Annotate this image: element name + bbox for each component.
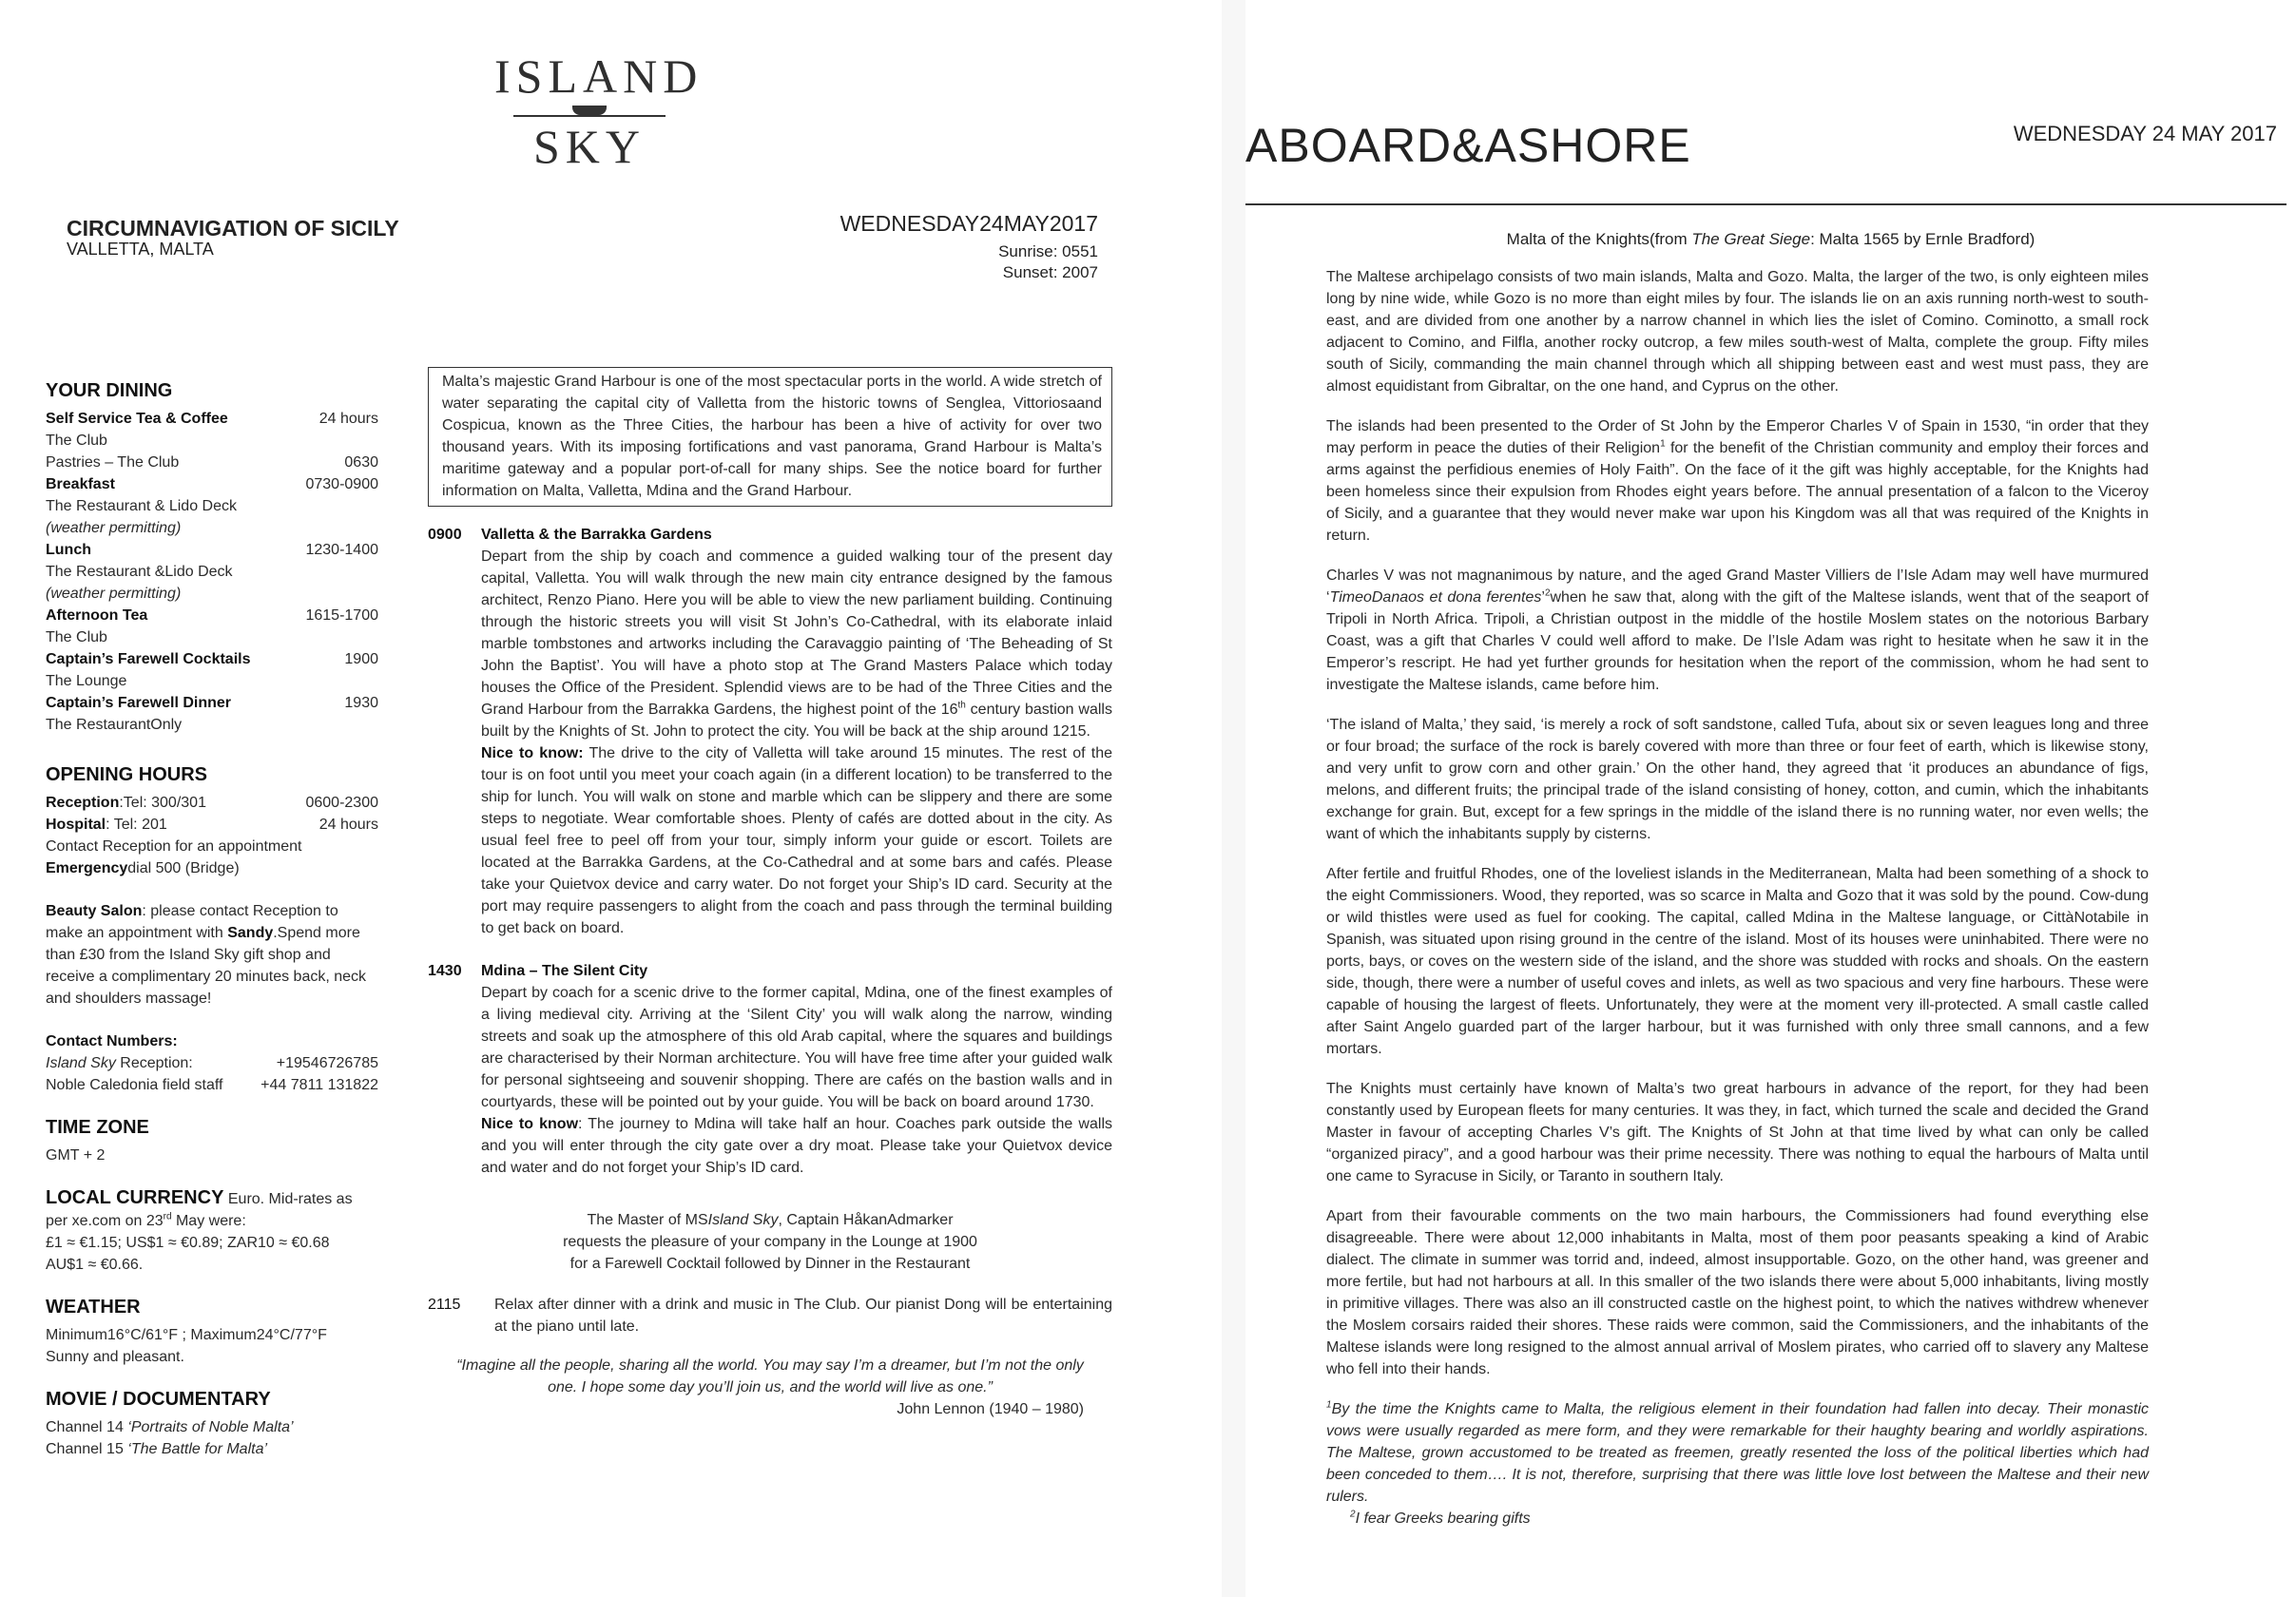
reception-hours: Reception:Tel: 300/301 0600-2300 bbox=[46, 795, 378, 811]
event-time: 2115 bbox=[428, 1297, 461, 1313]
contact-reception: Island Sky Reception: +19546726785 bbox=[46, 1055, 378, 1071]
article-body bbox=[1326, 266, 2149, 1548]
movie-channel-14: Channel 14 ‘Portraits of Noble Malta’ bbox=[46, 1419, 294, 1435]
article-paragraph: ‘The island of Malta,’ they said, ‘is merely a rock of soft sandstone, called Tufa, about six or seven leagues long and three or four broad; the surface of the rock is barely covered with more than three or four feet of earth, which is likewise stony, and very unfit to grow corn and other grain.’ On the other hand, they agreed that ‘it produces an abundance of figs, melons, and different fruits; the principal trade of the island consisting of honey, cotton, and cumin, which the inhabitants exchange for grain. But, except for a few springs in the middle of the island there is no running water, nor even wells; the want of which the inhabitants supply by cisterns. bbox=[1326, 717, 2149, 842]
itinerary-column bbox=[428, 367, 1112, 1420]
time-zone-heading: TIME ZONE bbox=[46, 1117, 149, 1138]
port-location: VALLETTA, MALTA bbox=[67, 240, 214, 259]
event-title: Mdina – The Silent City bbox=[481, 963, 648, 979]
dining-item: Afternoon Tea 1615-1700 bbox=[46, 607, 378, 624]
event-title: Valletta & the Barrakka Gardens bbox=[481, 527, 712, 543]
ship-icon bbox=[494, 100, 685, 125]
hospital-hours: Hospital: Tel: 201 24 hours bbox=[46, 817, 378, 833]
article-paragraph: The Maltese archipelago consists of two main islands, Malta and Gozo. Malta, the larger of the two, is only eighteen miles long by nine wide, while Gozo is no more than eight miles by four. The islands lie on an axis running north-west to south-east, and are divided from one another by a narrow channel in which lies the islet of Comino. Cominotto, a small rock adjacent to Comino, and Filfla, another rocky outcrop, a few miles south-west of Malta, complete the group. Fifty miles south of Sicily, commanding the main channel through which all shipping between east and west must pass, they are almost equidistant from Gibraltar, on the one hand, and Cyprus on the other. bbox=[1326, 269, 2149, 394]
event-description: Relax after dinner with a drink and music in The Club. Our pianist Dong will be entertaining at the piano until late. bbox=[494, 1297, 1112, 1335]
masthead: ABOARD&ASHORE bbox=[1245, 119, 1691, 172]
logo-line2: SKY bbox=[532, 120, 646, 173]
event-description: Depart by coach for a scenic drive to the former capital, Mdina, one of the finest examples of a living medieval city. Arriving at the ‘Silent City’ you will walk along the narrow, winding streets and soak up the atmosphere of this old Arab capital, where the squares and buildings are characterised by their Norman architecture. You will have free time after your guided walk for personal sightseeing and souvenir shopping. There are cafés on the bastion walls and in courtyards, these will be pointed out by your guide. You will be back on board around 1730. bbox=[481, 985, 1112, 1110]
currency-block: LOCAL CURRENCY Euro. Mid-rates as per xe.com on 23rd May were: bbox=[46, 1187, 353, 1229]
event-mdina bbox=[428, 960, 1112, 1179]
weather-summary: Sunny and pleasant. bbox=[46, 1349, 184, 1365]
event-description: Depart from the ship by coach and commence a guided walking tour of the present day capital, Valletta. You will walk through the new main city entrance designed by the famous architect, Renzo Piano. Here you will be able to view the new parliament building. Continuing through the historic streets you will visit St John’s Co-Cathedral, with its elaborate inlaid marble tombstones and artworks including the Caravaggio painting of ‘The Beheading of St John the Baptist’. You will have a photo stop at The Grand Masters Palace which today houses the Office of the President. Splendid views are to be had of the Three Cities and the Grand Harbour from the Barrakka Gardens, the highest point of the 16th century bastion walls built by the Knights of St. John to protect the city. You will be back at the ship around 1215. bbox=[481, 548, 1112, 740]
dining-item: Captain’s Farewell Dinner 1930 bbox=[46, 695, 378, 711]
dining-heading: YOUR DINING bbox=[46, 380, 173, 401]
dining-list: Self Service Tea & Coffee 24 hours The Club Pastries – The Club 0630 Breakfast 0730-0900 The Restaurant & Lido Deck (weather permitting) Lunch 1230-1400 The Restaurant &Lido Deck (weather permitting) Afternoon Tea 1615-1700 The Club Captain’s Farewell Cocktails 1900 The Lounge Captain’s Farewell Dinner 1930 The RestaurantOnly bbox=[46, 408, 378, 736]
captain-invitation: The Master of MSIsland Sky, Captain HåkanAdmarker requests the pleasure of your company in the Lounge at 1900 for a Farewell Cocktail followed by Dinner in the Restaurant bbox=[563, 1212, 977, 1272]
contact-noble: Noble Caledonia field staff +44 7811 131822 bbox=[46, 1077, 378, 1093]
footnote-2: $^2$I fear Greeks bearing gifts bbox=[1350, 1509, 1531, 1527]
logo-line1: ISLAND bbox=[494, 49, 704, 103]
article-paragraph: The Knights must certainly have known of Malta’s two great harbours in advance of the report, for they had been constantly used by European fleets for many centuries. It was they, in fact, which turned the scale and decided the Grand Master in favour of accepting Charles V’s gift. The Knights of St John at that time lived by what can only be called “organized piracy”, and a good harbour was their prime necessity. There was nothing to equal the harbours of Malta until one came to Syracuse in Sicily, or Taranto in southern Italy. bbox=[1326, 1081, 2149, 1184]
quote-author: John Lennon (1940 – 1980) bbox=[897, 1401, 1084, 1417]
event-nice-to-know: Nice to know: The drive to the city of Valletta will take around 15 minutes. The rest of the tour is on foot until you meet your coach again (in a different location) to be transferred to the ship for lunch. You will walk on stone and marble which can be slippery and there are some steps to negotiate. Wear comfortable shoes. Plenty of cafés are dotted about in the city. As usual feel free to peel off from your tour, simply inform your guide or escort. Toilets are located at the Barrakka Gardens, at the Co-Cathedral and at some bars and cafés. Please take your Quietvox device and carry water. Do not forget your Ship’s ID card. Security at the port may require passengers to alight from the coach and pass through the terminal building to get back on board. bbox=[481, 745, 1112, 936]
movie-heading: MOVIE / DOCUMENTARY bbox=[46, 1389, 271, 1410]
dining-item: Lunch 1230-1400 bbox=[46, 542, 378, 558]
article-paragraph: Apart from their favourable comments on the two main harbours, the Commissioners had found everything else disagreeable. There were about 12,000 inhabitants in Malta, most of them poor peasants speaking a kind of Arabic dialect. The climate in summer was torrid and, indeed, almost insupportable. Gozo, on the other hand, was greener and more fertile, but had not harbours at all. In this smaller of the two islands there were about 5,000 inhabitants, living mostly in primitive villages. There was also an ill constructed castle on the highest point, to which the natives withdrew whenever the Moslem corsairs raided their shores. These raids were common, said the Commissioners, and the inhabitants of the Maltese islands were long resigned to the almost annual arrival of Moslem pirates, who carried off to slavery any Maltese who fell into their hands. bbox=[1326, 1208, 2149, 1377]
weather-heading: WEATHER bbox=[46, 1297, 141, 1318]
article-title: Malta of the Knights(from The Great Siege: Malta 1565 by Ernle Bradford) bbox=[1506, 230, 2036, 248]
dining-item: Captain’s Farewell Cocktails 1900 bbox=[46, 651, 378, 667]
sun-times bbox=[998, 241, 1098, 283]
contact-numbers-heading: Contact Numbers: bbox=[46, 1033, 178, 1049]
event-evening bbox=[428, 1294, 1112, 1337]
article-paragraph: Charles V was not magnanimous by nature, and the aged Grand Master Villiers de l’Isle Adam may well have murmured ‘TimeoDanaos et dona ferentes’$^2$when he saw that, along with the gift of the Maltese islands, went that of the seaport of Tripoli in North Africa. Tripoli, a Christian outpost in the middle of the hostile Moslem states on the notorious Barbary Coast, was a gift that Charles V could well afford to make. De l’Isle Adam was right to hesitate when he saw it in the Emperor’s rescript. He had yet further grounds for hesitation when the report of the commission, whom he had sent to investigate the Maltese islands, came before him. bbox=[1326, 568, 2150, 693]
article-paragraph: After fertile and fruitful Rhodes, one of the loveliest islands in the Mediterranean, Malta had been something of a shock to the eight Commissioners. Wood, they reported, was so scarce in Malta and Gozo that it was sold by the pound. Cow-dung or wild thistles were used as fuel for cooking. The capital, called Mdina in the Maltese language, or CittàNotabile in Spanish, was situated upon rising ground in the centre of the island. Most of its houses were uninhabited. There were no ports, bays, or coves on the western side of the island, and the shore was studded with rocks and shoals. On the eastern side, though, there were a number of useful coves and inlets, as well as two spacious and very fine harbours. These were capable of housing the largest of fleets. Unfortunately, they were at the moment very ill-protected. A small castle called after Saint Angelo guarded part of the larger harbour, but it was furnished with only three small cannons, and a few mortars. bbox=[1326, 866, 2149, 1057]
event-valletta bbox=[428, 524, 1112, 939]
dining-item: Breakfast 0730-0900 bbox=[46, 476, 378, 492]
cruise-title: CIRCUMNAVIGATION OF SICILY bbox=[67, 216, 399, 241]
sunrise: Sunrise: 0551 bbox=[998, 242, 1098, 260]
masthead-rule bbox=[1245, 203, 2286, 205]
hospital-contact: Contact Reception for an appointment bbox=[46, 838, 302, 855]
emergency-line: Emergencydial 500 (Bridge) bbox=[46, 860, 240, 876]
currency-rates: £1 ≈ €1.15; US$1 ≈ €0.89; ZAR10 ≈ €0.68 bbox=[46, 1235, 330, 1251]
event-time: 0900 bbox=[428, 527, 462, 543]
article-paragraph: The islands had been presented to the Order of St John by the Emperor Charles V of Spain in 1530, “in order that they may perform in peace the duties of their Religion$^1$ for the benefit of the Christian community and employ their forces and arms against the perfidious enemies of Holy Faith”. On the face of it the gift was highly acceptable, for the Knights had been homeless since their expulsion from Rhodes eight years before. The annual presentation of a falcon to the Viceroy of Sicily, and a guarantee that they would never make war upon his Kingdom was all that was required of the Knights in return. bbox=[1326, 418, 2150, 544]
page-gutter bbox=[1222, 0, 1245, 1597]
event-time: 1430 bbox=[428, 963, 462, 979]
footnote-1: $^1$By the time the Knights came to Malta, the religious element in their foundation had fallen into decay. Their monastic vows were usually regarded as mere form, and they were remarkable for their haughty bearing and worldly aspirations. The Maltese, grown accustomed to be treated as freemen, greatly resented the loss of the political liberties which had been conceded to them…. It is not, therefore, surprising that there was little love lost between the Maltese and their new rulers. bbox=[1326, 1399, 2149, 1505]
movie-channel-15: Channel 15 ‘The Battle for Malta’ bbox=[46, 1441, 268, 1457]
sunset: Sunset: 2007 bbox=[1002, 263, 1098, 281]
island-sky-logo bbox=[494, 49, 704, 173]
beauty-salon-note: Beauty Salon: please contact Reception to make an appointment with Sandy.Spend more than £30 from the Island Sky gift shop and receive a complimentary 20 minutes back, neck and shoulders massage! bbox=[46, 903, 367, 1007]
dining-item: Pastries – The Club 0630 bbox=[46, 454, 378, 471]
dining-item: Self Service Tea & Coffee 24 hours bbox=[46, 411, 378, 427]
quote-text: “Imagine all the people, sharing all the world. You may say I’m a dreamer, but I’m not the only one. I hope some day you’ll join us, and the world will live as one.” bbox=[456, 1357, 1084, 1395]
currency-heading: LOCAL CURRENCY bbox=[46, 1187, 224, 1208]
info-column bbox=[46, 380, 378, 1460]
event-nice-to-know: Nice to know: The journey to Mdina will take half an hour. Coaches park outside the walls and you will enter through the city gate over a dry moat. Please take your Quietvox device and water and do not forget your Ship’s ID card. bbox=[481, 1116, 1112, 1176]
programme-date: WEDNESDAY24MAY2017 bbox=[839, 211, 1098, 236]
opening-hours-heading: OPENING HOURS bbox=[46, 764, 208, 785]
time-zone-value: GMT + 2 bbox=[46, 1147, 106, 1164]
currency-rates-2: AU$1 ≈ €0.66. bbox=[46, 1257, 144, 1273]
aboard-ashore-page bbox=[1245, 0, 2296, 1597]
masthead-date: WEDNESDAY 24 MAY 2017 bbox=[2013, 122, 2277, 145]
grand-harbour-intro: Malta’s majestic Grand Harbour is one of the most spectacular ports in the world. A wide stretch of water separating the capital city of Valletta from the historic towns of Senglea, Vittoriosaand Cospicua, known as the Three Cities, the harbour has been a hive of activity for over two thousand years. With its imposing fortifications and vast panorama, Grand Harbour is Malta’s maritime gateway and a popular port-of-call for many ships. See the notice board for further information on Malta, Valletta, Mdina and the Grand Harbour. bbox=[428, 367, 1112, 507]
weather-temps: Minimum16°C/61°F ; Maximum24°C/77°F bbox=[46, 1327, 327, 1343]
